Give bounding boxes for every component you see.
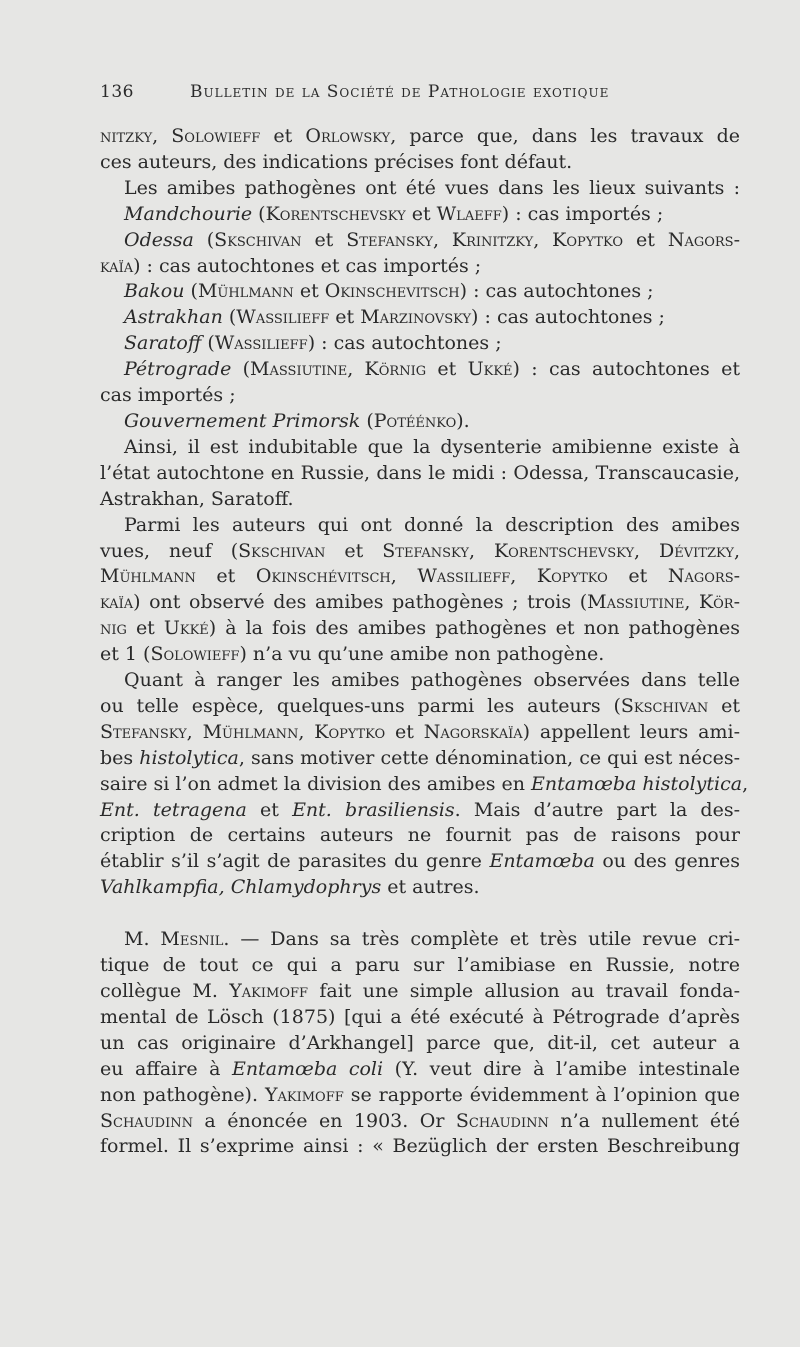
text-line: [100, 694, 740, 720]
author-name: Nagors-: [667, 565, 741, 588]
text-line: [100, 1083, 740, 1109]
text-run: formel. Il s’exprime ainsi : « Bezüglich der ersten Beschreibung: [100, 1135, 740, 1158]
author-name: Stefansky, Krinitzky, Kopytko: [346, 228, 624, 251]
text-run: et: [708, 694, 740, 717]
author-name: Skschivan: [238, 539, 326, 562]
author-name: Solowieff: [150, 643, 240, 666]
text-run: (Y. veut dire à l’amibe intestinale: [383, 1057, 741, 1080]
text-run: ) : cas autochtones et: [512, 358, 740, 381]
text-run: (: [193, 228, 215, 251]
text-run: et 1 (: [100, 643, 151, 666]
text-run: l’état autochtone en Russie, dans le midi : Odessa, Transcaucasie,: [100, 461, 740, 484]
text-line: [100, 668, 740, 694]
text-run: ) n’a vu qu’une amibe non pathogène.: [239, 643, 605, 666]
text-line: [100, 927, 740, 953]
text-line: [100, 720, 740, 746]
text-line: [100, 383, 740, 409]
text-line: [100, 746, 740, 772]
text-line: [100, 539, 740, 565]
text-run: et: [623, 228, 668, 251]
text-line: [100, 435, 740, 461]
text-line: [100, 1134, 740, 1160]
text-run: M.: [124, 928, 161, 951]
italic-term: Ent. tetragena: [100, 798, 247, 821]
italic-term: Bakou: [124, 280, 185, 303]
text-run: collègue M.: [100, 980, 230, 1002]
text-line: [100, 1005, 740, 1031]
author-name: kaïa: [100, 254, 134, 277]
text-run: établir s’il s’agit de parasites du genre: [100, 850, 490, 873]
text-run: ) : cas importés ;: [501, 202, 664, 225]
italic-term: Gouvernement Primorsk: [124, 409, 361, 432]
text-run: et: [195, 565, 256, 588]
text-line: [100, 979, 740, 1005]
text-line: [100, 357, 740, 383]
author-name: Korentschevsky: [265, 202, 406, 225]
text-run: ) : cas autochtones ;: [307, 332, 502, 355]
author-name: nig: [100, 617, 127, 640]
text-line: [100, 331, 740, 357]
author-name: Yakimoff: [229, 980, 309, 1002]
italic-term: Pétrograde: [124, 358, 232, 381]
author-name: Mühlmann: [100, 565, 196, 588]
text-run: se rapporte évidemment à l’opinion que: [343, 1083, 740, 1106]
author-name: Okinschevitsch: [324, 280, 460, 303]
text-line: [100, 513, 740, 539]
text-line: [100, 409, 740, 435]
text-run: Quant à ranger les amibes pathogènes observées dans telle: [124, 669, 740, 692]
italic-term: Astrakhan: [124, 306, 223, 329]
text-line: [100, 798, 740, 824]
author-name: Massiutine, Körnig: [250, 358, 427, 381]
author-name: Orlowsky: [305, 125, 391, 147]
text-run: et: [246, 798, 293, 821]
text-run: ou telle espèce, quelques-uns parmi les auteurs (: [100, 694, 621, 717]
author-name: Mesnil: [160, 928, 224, 951]
text-run: , sans motiver cette dénomination, ce qui est néces-: [238, 746, 740, 769]
italic-term: Vahlkampfia, Chlamydophrys: [100, 876, 382, 899]
text-run: et: [385, 720, 424, 743]
author-name: Wassilieff: [214, 332, 308, 355]
italic-term: Entamœba histolytica: [531, 772, 743, 795]
text-line: [100, 279, 740, 305]
text-run: et: [329, 306, 361, 329]
text-run: et: [426, 358, 468, 381]
author-name: Wlaeff: [436, 202, 502, 225]
italic-term: Odessa: [124, 228, 194, 251]
italic-term: histolytica: [139, 746, 239, 769]
author-name: Stefansky, Korentschevsky, Dévitzky,: [382, 539, 740, 562]
text-line: [100, 823, 740, 849]
text-line: [100, 875, 740, 901]
text-run: et: [293, 280, 325, 303]
author-name: Ukké: [467, 358, 513, 381]
text-line: [100, 1109, 740, 1135]
author-name: Schaudinn: [100, 1109, 193, 1132]
text-run: ) : cas autochtones ;: [471, 306, 665, 329]
text-run: Ainsi, il est indubitable que la dysenterie amibienne existe à: [124, 435, 740, 458]
text-run: (: [360, 409, 374, 432]
text-run: Les amibes pathogènes ont été vues dans les lieux suivants :: [124, 176, 740, 199]
text-run: ) ont observé des amibes pathogènes ; trois (: [133, 591, 588, 614]
italic-term: Ent. brasiliensis: [292, 798, 455, 821]
author-name: Skschivan: [620, 694, 709, 717]
italic-term: Mandchourie: [124, 202, 253, 225]
text-run: et: [301, 228, 347, 251]
text-line: [100, 461, 740, 487]
author-name: Nagorskaïa: [423, 720, 523, 743]
author-name: Potéénko: [373, 409, 457, 432]
text-line: [100, 228, 740, 254]
text-run: ces auteurs, des indications précises font défaut.: [100, 150, 573, 173]
text-run: (: [201, 332, 215, 355]
author-name: Okinschévitsch, Wassilieff, Kopytko: [255, 565, 608, 588]
author-name: kaïa: [100, 591, 134, 614]
author-name: Stefansky, Mühlmann, Kopytko: [100, 720, 386, 743]
author-name: Nagors-: [667, 228, 740, 251]
text-run: et: [607, 565, 668, 588]
text-line: [100, 202, 740, 228]
text-line: [100, 487, 740, 513]
text-run: (: [222, 306, 237, 329]
author-name: nitzky, Solowieff: [100, 125, 261, 147]
page-number: 136: [100, 82, 134, 102]
author-name: Massiutine, Kör-: [587, 591, 741, 614]
text-run: (: [231, 358, 251, 381]
text-run: saire si l’on admet la division des amibes en: [100, 772, 532, 795]
text-line: [100, 254, 740, 280]
text-run: et: [126, 617, 164, 640]
text-run: un cas originaire d’Arkhangel] parce que, dit-il, cet auteur a: [100, 1031, 740, 1054]
text-run: (: [184, 280, 198, 303]
text-line: [100, 150, 740, 176]
author-name: Yakimoff: [264, 1083, 344, 1106]
author-name: Skschivan: [214, 228, 302, 251]
text-run: tique de tout ce qui a paru sur l’amibiase en Russie, notre: [100, 954, 740, 977]
text-run: . — Dans sa très complète et très utile revue cri-: [223, 928, 740, 951]
text-run: non pathogène).: [100, 1083, 265, 1106]
text-line: [100, 176, 740, 202]
text-run: et: [405, 202, 437, 225]
author-name: Marzinovsky: [360, 306, 472, 329]
text-run: ).: [456, 409, 470, 432]
paragraph-gap: [100, 901, 740, 927]
text-run: cription de certains auteurs ne fournit pas de raisons pour: [100, 824, 740, 847]
text-run: ) appellent leurs ami-: [522, 720, 740, 743]
text-run: . Mais d’autre part la des-: [454, 798, 741, 821]
text-run: mental de Lösch (1875) [qui a été exécuté à Pétrograde d’après: [100, 1005, 740, 1028]
text-run: ou des genres: [594, 850, 740, 873]
italic-term: Entamœba coli: [231, 1057, 384, 1080]
text-run: ) : cas autochtones et cas importés ;: [133, 254, 482, 277]
running-title: Bulletin de la Société de Pathologie exotique: [190, 82, 610, 102]
text-run: Astrakhan, Saratoff.: [100, 487, 294, 510]
author-name: Mühlmann: [197, 280, 294, 303]
text-line: [100, 642, 740, 668]
text-line: [100, 305, 740, 331]
text-line: [100, 590, 740, 616]
text-run: et autres.: [381, 876, 480, 899]
body-text: [100, 124, 749, 1160]
text-line: [100, 849, 740, 875]
author-name: Ukké: [163, 617, 209, 640]
author-name: Wassilieff: [236, 306, 330, 329]
text-line: [100, 772, 749, 798]
text-run: a énoncée en 1903. Or: [192, 1109, 456, 1132]
text-line: [100, 1057, 740, 1083]
text-line: [100, 1031, 740, 1057]
text-line: [100, 564, 740, 590]
author-name: Schaudinn: [455, 1109, 549, 1132]
text-line: [100, 616, 740, 642]
text-run: vues, neuf (: [100, 539, 239, 562]
text-run: fait une simple allusion au travail fonda-: [308, 980, 740, 1002]
text-run: bes: [100, 746, 140, 769]
text-line: [100, 124, 740, 150]
text-line: [100, 953, 740, 979]
text-run: eu affaire à: [100, 1057, 232, 1080]
text-run: n’a nullement été: [548, 1109, 740, 1132]
text-run: ) à la fois des amibes pathogènes et non pathogènes: [208, 617, 740, 640]
text-run: Parmi les auteurs qui ont donné la description des amibes: [124, 513, 740, 536]
text-run: (: [252, 202, 266, 225]
text-run: , parce que, dans les travaux de: [390, 125, 741, 147]
text-run: et: [325, 539, 383, 562]
italic-term: Saratoff: [124, 332, 202, 355]
text-run: et: [260, 125, 306, 147]
text-run: cas importés ;: [100, 384, 236, 407]
text-run: ) : cas autochtones ;: [459, 280, 654, 303]
text-run: ,: [742, 772, 749, 795]
italic-term: Entamœba: [489, 850, 595, 873]
